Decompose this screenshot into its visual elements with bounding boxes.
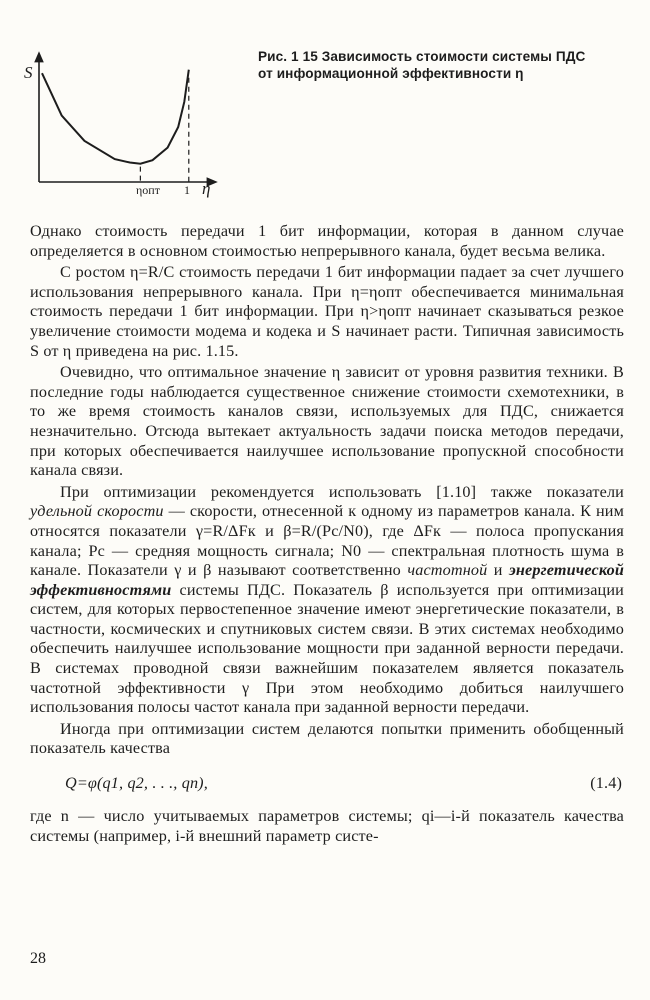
caption-line-2: от информационной эффективности η [258,66,524,81]
term-energy-efficiency: энергетической эффективностями [30,561,624,599]
figure-1-15 [24,48,228,198]
paragraph-2: С ростом η=R/C стоимость передачи 1 бит информации падает за счет лучшего использования непрерывного канала. При η=ηопт обеспечивается минимальная стоимость передачи 1 бит информации. При η>ηопт начинает сказываться резкое увеличение стоимости модема и кодека и S начинает расти. Типичная зависимость S от η приведена на рис. 1.15. [30,263,624,360]
p4-part-b: — скорости, отнесенной к одному из параметров канала. К ним относятся показатели γ=R/ΔFк и β=R/(Pс/N0), где ΔFк — полоса пропускания канала; Pс — средняя мощность сигнала; N0 — спектральная плотность шума в канале. Показатели γ и β называют соответственно [30,502,624,580]
paragraph-5: Иногда при оптимизации систем делаются попытки применить обобщенный показатель качества [30,719,624,758]
paragraph-1: Однако стоимость передачи 1 бит информации, которая в данном случае определяется в основном стоимостью непрерывного канала, будет весьма велика. [30,222,624,260]
term-specific-speed: удельной скорости [30,502,164,521]
x-axis-label: η [202,179,211,198]
p4-part-d: системы ПДС. Показатель β используется при оптимизации систем, для которых первостепенное значение имеют энергетические показатели, в частности, космических и спутниковых систем связи. В этих системах необходимо обеспечить наилучшее использование мощности при заданной верности передачи. В системах проводной связи важнейшим показателем является показатель частотной эффективности γ При этом необходимо добиться наилучшего использования полосы частот канала при заданной верности передачи. [30,580,624,717]
x-tick-opt: ηопт [136,183,160,197]
figure-caption [258,48,628,82]
formula-text: Q=φ(q1, q2, . . ., qn), [65,774,208,793]
caption-line-1: Рис. 1 15 Зависимость стоимости системы ПДС [258,49,586,64]
formula-number: (1.4) [590,774,622,793]
p4-part-c: и [493,561,503,580]
paragraph-4 [30,483,624,718]
page-number: 28 [30,950,46,967]
y-axis-label: S [24,63,33,82]
cost-curve-plot [28,48,228,198]
paragraph-3: Очевидно, что оптимальное значение η зависит от уровня развития техники. В последние годы наблюдается существенное снижение стоимости схемотехники, в то же время стоимость каналов связи, используемых для ПДС, снижается незначительно. Отсюда вытекает актуальность задачи поиска методов передачи, при которых обеспечивается наилучшее использование пропускной способности канала связи. [30,363,624,480]
x-tick-one: 1 [184,183,190,197]
body-text [30,222,624,848]
term-frequency: частотной [407,561,488,580]
cost-curve-line [42,70,189,164]
paragraph-6: где n — число учитываемых параметров системы; qi—i-й показатель качества системы (например, i-й внешний параметр систе- [30,807,624,845]
equation-1-4 [30,761,624,807]
p4-part-a: При оптимизации рекомендуется использовать [1.10] также показатели [60,482,624,501]
